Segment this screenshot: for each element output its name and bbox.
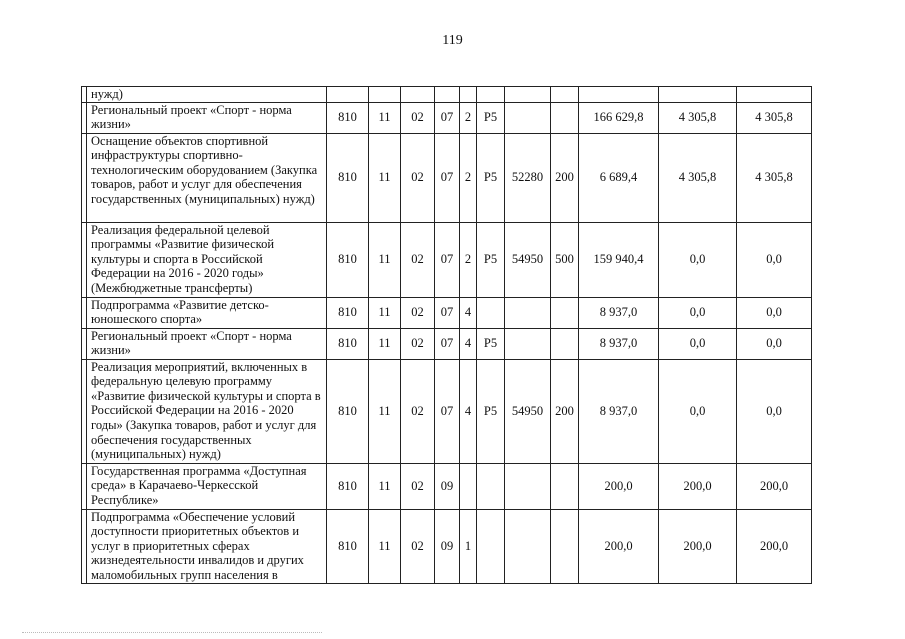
table-row [82,297,812,328]
cell-ministry: 810 [327,509,369,583]
cell-ministry [327,87,369,103]
cell-ministry: 810 [327,463,369,509]
cell-subprogram: 4 [460,359,477,463]
cell-program [435,87,460,103]
cell-project [477,87,505,103]
cell-subprogram [460,463,477,509]
table-row [82,509,812,583]
cell-subsection [401,87,435,103]
cell-section: 11 [369,222,401,297]
table-row [82,359,812,463]
cell-subsection: 02 [401,297,435,328]
table-row [82,87,812,103]
cell-amount-3: 0,0 [737,222,812,297]
cell-section: 11 [369,463,401,509]
cell-expense-type [551,509,579,583]
cell-direction: 54950 [505,359,551,463]
cell-ministry: 810 [327,133,369,222]
cell-amount-3: 4 305,8 [737,133,812,222]
table-row [82,328,812,359]
cell-amount-3: 200,0 [737,463,812,509]
cell-direction [505,297,551,328]
cell-section: 11 [369,133,401,222]
row-name: Региональный проект «Спорт - норма жизни» [87,328,327,359]
row-name: Подпрограмма «Обеспечение условий доступности приоритетных объектов и услуг в приоритетных сферах жизнедеятельности инвалидов и других маломобильных групп населения в [87,509,327,583]
table-row [82,222,812,297]
row-name: Оснащение объектов спортивной инфраструктуры спортивно-технологическим оборудованием (Закупка товаров, работ и услуг для обеспечения государственных (муниципальных) нужд) [87,133,327,222]
cell-amount-3: 0,0 [737,328,812,359]
cell-project: P5 [477,102,505,133]
row-name: Реализация федеральной целевой программы «Развитие физической культуры и спорта в Российской Федерации на 2016 - 2020 годы» (Межбюджетные трансферты) [87,222,327,297]
cell-amount-2: 0,0 [659,222,737,297]
cell-ministry: 810 [327,359,369,463]
budget-table [81,86,812,584]
cell-amount-1: 159 940,4 [579,222,659,297]
row-name: Региональный проект «Спорт - норма жизни» [87,102,327,133]
cell-direction [505,87,551,103]
cell-ministry: 810 [327,297,369,328]
cell-expense-type: 200 [551,359,579,463]
cell-subsection: 02 [401,463,435,509]
cell-section: 11 [369,509,401,583]
cell-subsection: 02 [401,102,435,133]
table-row [82,102,812,133]
cell-amount-1: 8 937,0 [579,328,659,359]
cell-amount-2: 200,0 [659,463,737,509]
cell-amount-3 [737,87,812,103]
cell-program: 07 [435,133,460,222]
cell-expense-type [551,102,579,133]
row-name: Подпрограмма «Развитие детско-юношеского спорта» [87,297,327,328]
cell-expense-type [551,328,579,359]
cell-program: 07 [435,222,460,297]
cell-subprogram: 4 [460,328,477,359]
cell-section: 11 [369,297,401,328]
table-row [82,133,812,222]
cell-subprogram: 2 [460,222,477,297]
table-row [82,463,812,509]
cell-amount-1: 200,0 [579,509,659,583]
row-name: нужд) [87,87,327,103]
cell-direction: 52280 [505,133,551,222]
cell-direction [505,102,551,133]
cell-subsection: 02 [401,509,435,583]
cell-section: 11 [369,328,401,359]
cell-direction: 54950 [505,222,551,297]
cell-program: 07 [435,359,460,463]
cell-project [477,297,505,328]
cell-amount-2: 4 305,8 [659,133,737,222]
cell-amount-2: 0,0 [659,297,737,328]
cell-subprogram: 2 [460,102,477,133]
cell-section [369,87,401,103]
cell-project [477,463,505,509]
scan-artifact-line [22,632,322,634]
cell-amount-1 [579,87,659,103]
cell-expense-type [551,463,579,509]
cell-program: 07 [435,297,460,328]
cell-amount-3: 200,0 [737,509,812,583]
cell-section: 11 [369,359,401,463]
cell-amount-1: 8 937,0 [579,297,659,328]
cell-section: 11 [369,102,401,133]
cell-amount-1: 6 689,4 [579,133,659,222]
cell-amount-3: 4 305,8 [737,102,812,133]
cell-amount-2: 4 305,8 [659,102,737,133]
cell-subsection: 02 [401,222,435,297]
cell-amount-1: 166 629,8 [579,102,659,133]
cell-subprogram: 2 [460,133,477,222]
cell-amount-2: 200,0 [659,509,737,583]
cell-direction [505,328,551,359]
cell-program: 07 [435,102,460,133]
cell-amount-3: 0,0 [737,359,812,463]
cell-subprogram: 4 [460,297,477,328]
row-name: Государственная программа «Доступная среда» в Карачаево-Черкесской Республике» [87,463,327,509]
cell-program: 09 [435,463,460,509]
cell-amount-1: 8 937,0 [579,359,659,463]
cell-expense-type: 200 [551,133,579,222]
cell-project: P5 [477,133,505,222]
cell-subprogram: 1 [460,509,477,583]
cell-amount-2: 0,0 [659,359,737,463]
cell-subsection: 02 [401,359,435,463]
cell-project: P5 [477,328,505,359]
cell-project [477,509,505,583]
cell-project: P5 [477,359,505,463]
cell-expense-type: 500 [551,222,579,297]
cell-expense-type [551,297,579,328]
cell-subsection: 02 [401,328,435,359]
cell-program: 07 [435,328,460,359]
cell-subprogram [460,87,477,103]
cell-direction [505,463,551,509]
cell-ministry: 810 [327,328,369,359]
cell-program: 09 [435,509,460,583]
cell-amount-2 [659,87,737,103]
row-name: Реализация мероприятий, включенных в федеральную целевую программу «Развитие физической культуры и спорта в Российской Федерации на 2016 - 2020 годы» (Закупка товаров, работ и услуг для обеспечения государственных (муниципальных) нужд) [87,359,327,463]
cell-ministry: 810 [327,102,369,133]
page-number: 119 [442,33,463,48]
cell-amount-1: 200,0 [579,463,659,509]
cell-direction [505,509,551,583]
cell-amount-3: 0,0 [737,297,812,328]
cell-ministry: 810 [327,222,369,297]
cell-expense-type [551,87,579,103]
cell-subsection: 02 [401,133,435,222]
cell-amount-2: 0,0 [659,328,737,359]
cell-project: P5 [477,222,505,297]
